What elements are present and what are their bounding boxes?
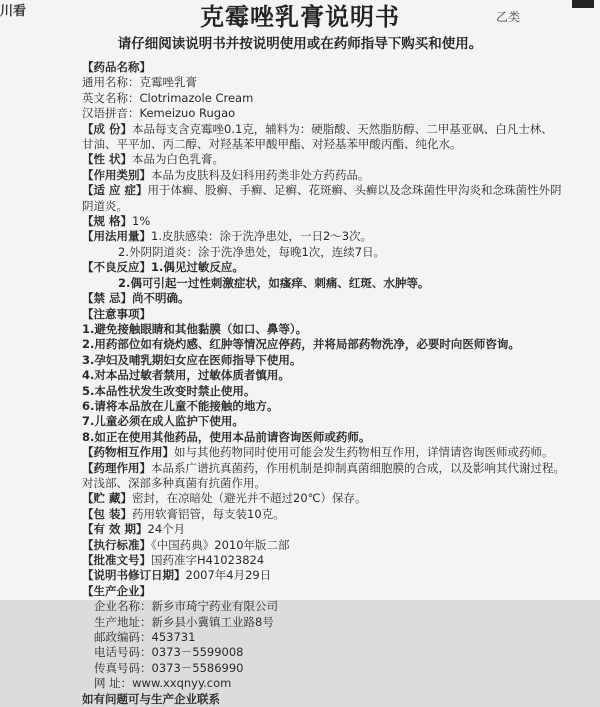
usage-row [82, 229, 582, 244]
precaution-item: 4.对本品过敏者禁用，过敏体质者慎用。 [82, 368, 290, 383]
website-row [82, 676, 582, 691]
drug-name-header: 【药品名称】 [82, 60, 151, 74]
precaution-item: 8.如正在使用其他药品，使用本品前请咨询医师或药师。 [82, 429, 371, 444]
generic-name-value: 克霉唑乳膏 [139, 75, 197, 90]
specification-value: 1% [132, 214, 151, 229]
validity-value: 24个月 [147, 522, 186, 537]
company-value: 新乡市琦宁药业有限公司 [151, 599, 278, 614]
fax-row [82, 661, 582, 676]
phone-row [82, 645, 582, 660]
approval-row [82, 553, 582, 568]
english-name-value: Clotrimazole Cream [139, 90, 254, 105]
character-label: 【性 状】 [82, 152, 133, 167]
package-row [82, 507, 582, 522]
otc-class-label: 乙类 [495, 10, 520, 24]
pinyin-name-label: 汉语拼音： [82, 106, 140, 121]
address-row [82, 615, 582, 630]
indications-label: 【适 应 症】 [82, 183, 148, 198]
usage-line-1: 1.皮肤感染：涂于洗净患处，一日2～3次。 [151, 229, 373, 244]
standard-value: 《中国药典》2010年版二部 [151, 537, 290, 552]
english-name-row [82, 91, 582, 106]
approval-label: 【批准文号】 [82, 553, 151, 567]
top-mark: 川看 [0, 4, 27, 19]
package-value: 药用软膏铝管，每支装10克。 [132, 506, 285, 521]
generic-name-label: 通用名称： [82, 75, 140, 90]
interactions-label: 【药物相互作用】 [82, 445, 174, 460]
ingredients-label: 【成 份】 [82, 121, 133, 136]
precaution-item: 5.本品性状发生改变时禁止使用。 [82, 383, 256, 398]
contraindications-value: 尚不明确。 [132, 291, 190, 306]
package-label: 【包 装】 [82, 506, 133, 521]
pharmacology-line-1: 本品系广谱抗真菌药，作用机制是抑制真菌细胞膜的合成，以及影响其代谢过程。 [151, 460, 565, 475]
precautions-header: 【注意事项】 [82, 306, 151, 321]
generic-name-row [82, 75, 582, 90]
indications-line-2: 阴道炎。 [82, 198, 128, 213]
website-label: 网 址： [94, 676, 133, 691]
validity-label: 【有 效 期】 [82, 522, 148, 537]
manufacturer-header: 【生产企业】 [82, 583, 151, 598]
ingredients-line-1: 本品每支含克霉唑0.1克，辅料为：硬脂酸、天然脂肪醇、二甲基亚砜、白凡士林、 [132, 121, 553, 136]
storage-row [82, 491, 582, 506]
revision-row [82, 568, 582, 583]
page-title: 克霉唑乳膏说明书 [200, 3, 400, 31]
pharmacology-label: 【药理作用】 [82, 460, 151, 475]
subtitle-notice: 请仔细阅读说明书并按说明使用或在药师指导下购买和使用。 [117, 36, 483, 52]
adverse-line-1: 1.偶见过敏反应。 [151, 260, 244, 275]
category-value: 本品为皮肤科及妇科用药类非处方药药品。 [151, 167, 370, 182]
contraindications-label: 【禁 忌】 [82, 291, 133, 306]
precaution-item: 1.避免接触眼睛和其他黏膜（如口、鼻等）。 [82, 321, 308, 336]
specification-row [82, 214, 582, 229]
category-row [82, 168, 582, 183]
company-row [82, 599, 582, 614]
phone-label: 电话号码： [94, 645, 152, 660]
interactions-value: 如与其他药物同时使用可能会发生药物相互作用，详情请咨询医师或药师。 [174, 445, 554, 460]
storage-value: 密封，在凉暗处（避光并不超过20℃）保存。 [132, 491, 367, 506]
footer-contact-note: 如有问题可与生产企业联系 [82, 691, 220, 706]
indications-line-1: 用于体癣、股癣、手癣、足癣、花斑癣、头癣以及念珠菌性甲沟炎和念珠菌性外阴 [147, 183, 562, 198]
leaflet-body [82, 60, 582, 707]
interactions-row [82, 445, 582, 460]
revision-label: 【说明书修订日期】 [82, 568, 186, 583]
precaution-item: 2.用药部位如有烧灼感、红肿等情况应停药，并将局部药物洗净，必要时向医师咨询。 [82, 337, 520, 352]
standard-label: 【执行标准】 [82, 537, 151, 552]
pharmacology-line-2: 对浅部、深部多种真菌有抗菌作用。 [82, 475, 266, 490]
postcode-label: 邮政编码： [94, 630, 152, 645]
fax-value: 0373－5586990 [151, 660, 244, 675]
category-label: 【作用类别】 [82, 167, 151, 182]
postcode-row [82, 630, 582, 645]
ingredients-row [82, 122, 582, 137]
precaution-item: 7.儿童必须在成人监护下使用。 [82, 414, 244, 429]
standard-row [82, 538, 582, 553]
adverse-line-2: 2.偶可引起一过性刺激症状，如瘙痒、刺痛、红斑、水肿等。 [118, 275, 430, 290]
specification-label: 【规 格】 [82, 214, 133, 229]
precaution-item: 6.请将本品放在儿童不能接触的地方。 [82, 398, 279, 413]
ingredients-line-2: 甘油、平平加、丙二醇、对羟基苯甲酸甲酯、对羟基苯甲酸丙酯、纯化水。 [82, 137, 462, 152]
adverse-row [82, 260, 582, 275]
address-value: 新乡县小冀镇工业路8号 [151, 614, 274, 629]
usage-label: 【用法用量】 [82, 229, 151, 244]
precaution-item: 3.孕妇及哺乳期妇女应在医师指导下使用。 [82, 352, 302, 367]
phone-value: 0373－5599008 [151, 645, 244, 660]
contraindications-row [82, 291, 582, 306]
usage-line-2: 2.外阴阴道炎：涂于洗净患处，每晚1次，连续7日。 [118, 244, 386, 259]
address-label: 生产地址： [94, 614, 152, 629]
english-name-label: 英文名称： [82, 90, 140, 105]
approval-value: 国药准字H41023824 [151, 553, 265, 567]
character-value: 本品为白色乳膏。 [132, 152, 225, 167]
validity-row [82, 522, 582, 537]
indications-row [82, 183, 582, 198]
fax-label: 传真号码： [94, 660, 152, 675]
website-value: www.xxqnyy.com [132, 676, 232, 691]
adverse-label: 【不良反应】 [82, 260, 151, 275]
company-label: 企业名称： [94, 599, 152, 614]
pinyin-name-value: Kemeizuo Rugao [139, 106, 236, 121]
revision-value: 2007年4月29日 [185, 568, 272, 583]
pinyin-name-row [82, 106, 582, 121]
character-row [82, 152, 582, 167]
pharmacology-row [82, 461, 582, 476]
storage-label: 【贮 藏】 [82, 491, 133, 506]
postcode-value: 453731 [151, 630, 196, 645]
